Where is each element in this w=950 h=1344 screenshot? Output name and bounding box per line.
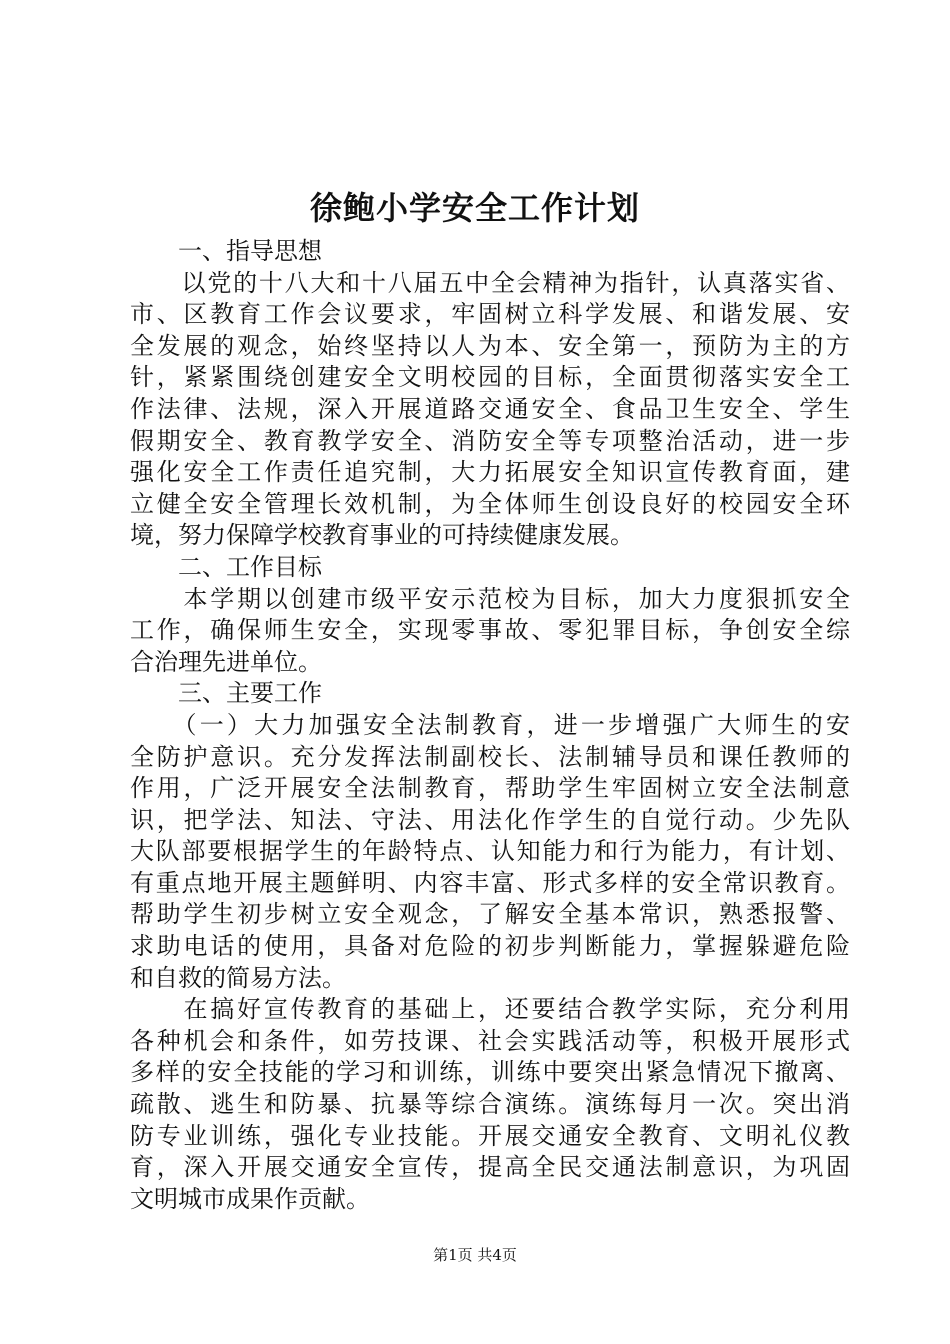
text-line: 全防护意识。充分发挥法制副校长、法制辅导员和课任教师的 — [130, 742, 850, 771]
text-line: 针，紧紧围绕创建安全文明校园的目标，全面贯彻落实安全工 — [130, 363, 850, 392]
text-line: 帮助学生初步树立安全观念，了解安全基本常识，熟悉报警、 — [130, 900, 850, 929]
text-line: 作法律、法规，深入开展道路交通安全、食品卫生安全、学生 — [130, 394, 850, 423]
text-line: 多样的安全技能的学习和训练，训练中要突出紧急情况下撤离、 — [130, 1058, 850, 1087]
text-line: 防专业训练，强化专业技能。开展交通安全教育、文明礼仪教 — [130, 1121, 850, 1150]
text-line: 市、区教育工作会议要求，牢固树立科学发展、和谐发展、安 — [130, 300, 850, 329]
text-line: 假期安全、教育教学安全、消防安全等专项整治活动，进一步 — [130, 426, 850, 455]
text-line: 求助电话的使用，具备对危险的初步判断能力，掌握躲避危险 — [130, 932, 850, 961]
page-footer: 第1页 共4页 — [433, 1246, 517, 1264]
text-line: 和自救的简易方法。 — [130, 963, 346, 992]
text-line: 各种机会和条件，如劳技课、社会实践活动等，积极开展形式 — [130, 1026, 850, 1055]
text-line: 在搞好宣传教育的基础上，还要结合教学实际，充分利用 — [130, 995, 850, 1024]
text-line: 识，把学法、知法、守法、用法化作学生的自觉行动。少先队 — [130, 805, 850, 834]
text-line: 本学期以创建市级平安示范校为目标，加大力度狠抓安全 — [130, 584, 850, 613]
text-line: 境，努力保障学校教育事业的可持续健康发展。 — [130, 521, 634, 550]
text-line: 大队部要根据学生的年龄特点、认知能力和行为能力，有计划、 — [130, 837, 850, 866]
text-line: 文明城市成果作贡献。 — [130, 1184, 370, 1213]
text-line: 疏散、逃生和防暴、抗暴等综合演练。演练每月一次。突出消 — [130, 1090, 850, 1119]
text-line: 有重点地开展主题鲜明、内容丰富、形式多样的安全常识教育。 — [130, 868, 850, 897]
text-line: 立健全安全管理长效机制，为全体师生创设良好的校园安全环 — [130, 489, 850, 518]
text-line: 强化安全工作责任追究制，大力拓展安全知识宣传教育面，建 — [130, 458, 850, 487]
text-line: 合治理先进单位。 — [130, 647, 322, 676]
text-line: 以党的十八大和十八届五中全会精神为指针，认真落实省、 — [130, 268, 850, 297]
section-heading: 三、主要工作 — [130, 679, 322, 708]
text-line: 工作，确保师生安全，实现零事故、零犯罪目标，争创安全综 — [130, 616, 850, 645]
document-title: 徐鲍小学安全工作计划 — [309, 189, 640, 227]
text-line: 全发展的观念，始终坚持以人为本、安全第一，预防为主的方 — [130, 331, 850, 360]
text-line: 育，深入开展交通安全宣传，提高全民交通法制意识，为巩固 — [130, 1153, 850, 1182]
text-line: （一）大力加强安全法制教育，进一步增强广大师生的安 — [130, 710, 850, 739]
text-line: 作用，广泛开展安全法制教育，帮助学生牢固树立安全法制意 — [130, 774, 850, 803]
document-body — [130, 236, 850, 1215]
section-heading: 一、指导思想 — [130, 237, 322, 265]
section-heading: 二、工作目标 — [130, 552, 322, 581]
